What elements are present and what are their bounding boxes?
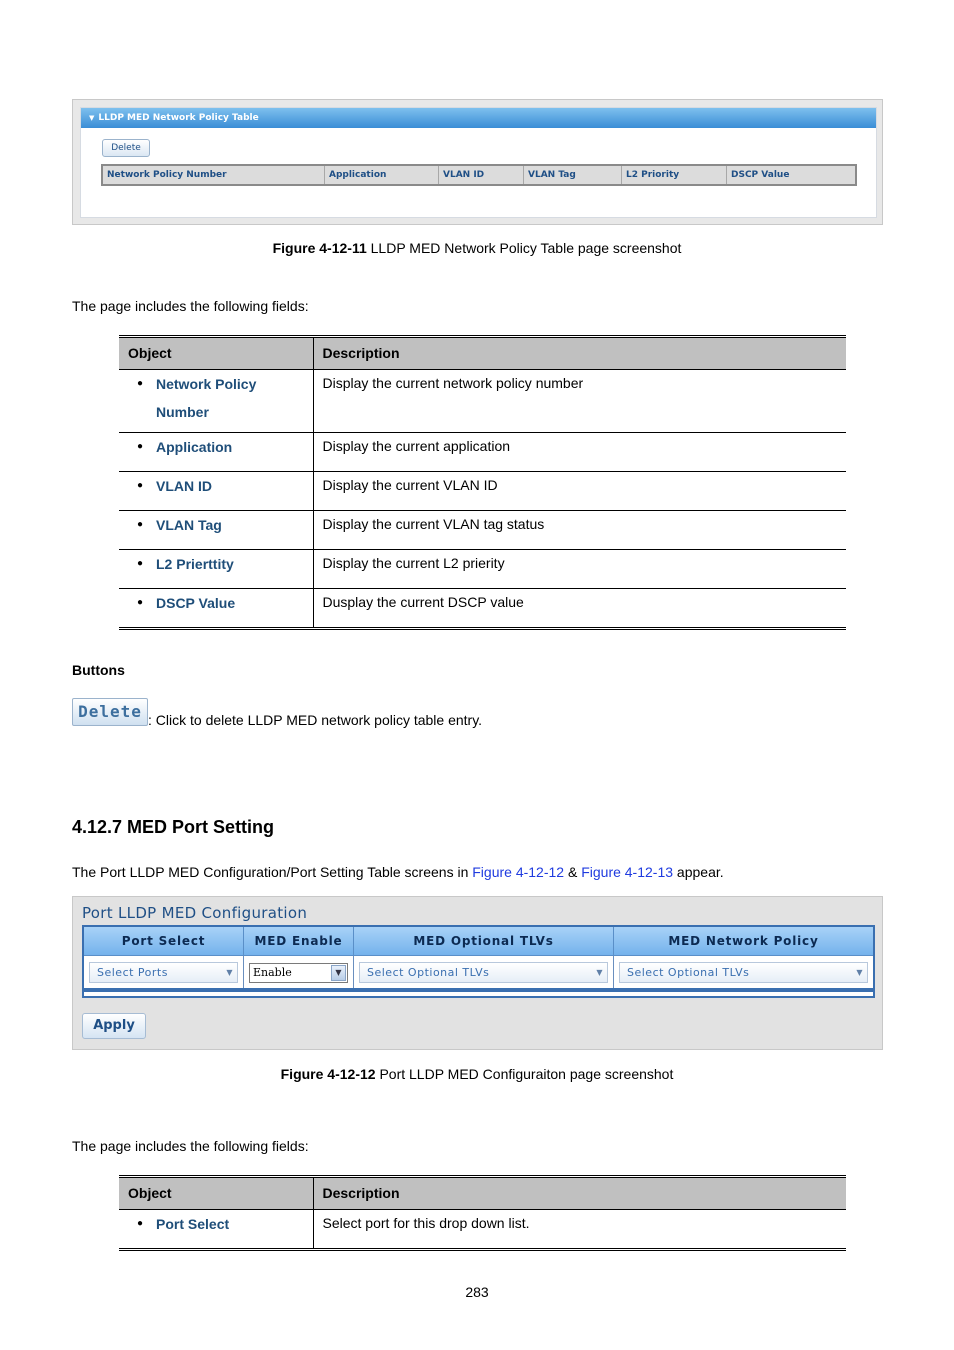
dropdown-arrow-icon: ▼ <box>226 968 233 977</box>
table-row <box>119 510 846 549</box>
object-description: Display the current network policy number <box>313 369 846 432</box>
object-description: Display the current L2 prierity <box>313 549 846 588</box>
bullet-icon: ● <box>137 596 144 608</box>
select-arrow-icon: ▼ <box>331 965 346 981</box>
delete-button-description: : Click to delete LLDP MED network policy table entry. <box>148 712 483 728</box>
table-row <box>119 1209 846 1248</box>
object-name: VLAN ID <box>156 477 212 494</box>
config-table-header <box>84 927 873 956</box>
col-med-network-policy: MED Network Policy <box>668 934 819 948</box>
dropdown-arrow-icon: ▼ <box>856 968 863 977</box>
section-paragraph <box>72 864 724 880</box>
fields-table-2 <box>119 1175 846 1251</box>
figure-link-13[interactable]: Figure 4-12-13 <box>581 864 674 880</box>
col-application: Application <box>325 166 439 184</box>
delete-button[interactable]: Delete <box>102 139 150 157</box>
page-number: 283 <box>465 1284 489 1300</box>
header-object: Object <box>119 1178 313 1209</box>
object-description: Display the current VLAN tag status <box>313 510 846 549</box>
intro-text-1: The page includes the following fields: <box>72 298 309 314</box>
object-name: Port Select <box>156 1215 230 1232</box>
header-object: Object <box>119 338 313 369</box>
dropdown-arrow-icon: ▼ <box>596 968 603 977</box>
panel-header <box>81 108 876 128</box>
config-table <box>82 925 875 998</box>
col-network-policy-number: Network Policy Number <box>103 166 325 184</box>
object-description: Display the current application <box>313 432 846 471</box>
config-table-row <box>84 956 873 992</box>
collapse-triangle-icon[interactable]: ▼ <box>89 114 95 122</box>
table-row <box>119 432 846 471</box>
delete-button-image: Delete <box>72 698 148 726</box>
table-row <box>119 588 846 627</box>
para-text: The Port LLDP MED Configuration/Port Setting Table screens in <box>72 864 473 880</box>
port-select-value: Select Ports <box>97 966 168 979</box>
policy-table-header <box>101 164 857 186</box>
optional-tlvs-dropdown[interactable] <box>359 962 608 983</box>
para-text: & <box>564 864 582 880</box>
bullet-icon: ● <box>137 479 144 491</box>
section-heading: 4.12.7 MED Port Setting <box>72 817 275 837</box>
bullet-icon: ● <box>137 377 144 389</box>
network-policy-table-screenshot <box>72 99 883 225</box>
table-row <box>119 471 846 510</box>
object-description: Select port for this drop down list. <box>322 1214 530 1231</box>
col-l2-priority: L2 Priority <box>622 166 727 184</box>
apply-button[interactable]: Apply <box>82 1013 146 1039</box>
network-policy-panel <box>80 107 877 218</box>
network-policy-dropdown[interactable] <box>619 962 868 983</box>
col-dscp-value: DSCP Value <box>731 170 790 180</box>
network-policy-value: Select Optional TLVs <box>627 966 750 979</box>
object-name-cont: Number <box>156 403 209 420</box>
figure1-caption-label: Figure 4-12-11 <box>272 240 367 256</box>
object-description: Dusplay the current DSCP value <box>322 593 524 610</box>
med-enable-value: Enable <box>253 966 292 979</box>
panel-title: LLDP MED Network Policy Table <box>98 113 259 123</box>
config-title: Port LLDP MED Configuration <box>82 904 308 922</box>
object-name: DSCP Value <box>156 594 236 611</box>
object-description: Display the current VLAN ID <box>313 471 846 510</box>
para-text: appear. <box>673 864 724 880</box>
bullet-icon: ● <box>137 1217 144 1229</box>
object-name: Network Policy <box>156 375 257 392</box>
bullet-icon: ● <box>137 518 144 530</box>
table-row <box>119 549 846 588</box>
figure1-caption <box>0 240 954 256</box>
table-row <box>119 369 846 432</box>
header-description: Description <box>313 338 846 369</box>
object-name: Application <box>156 438 233 455</box>
col-vlan-tag: VLAN Tag <box>524 166 622 184</box>
header-description: Description <box>313 1178 846 1209</box>
optional-tlvs-value: Select Optional TLVs <box>367 966 490 979</box>
object-name: VLAN Tag <box>156 516 222 533</box>
port-lldp-med-config-screenshot <box>72 896 883 1050</box>
figure-link-12[interactable]: Figure 4-12-12 <box>472 864 565 880</box>
col-med-enable: MED Enable <box>244 927 354 955</box>
figure2-caption-label: Figure 4-12-12 <box>280 1066 376 1082</box>
object-name: L2 Prierttity <box>156 555 234 572</box>
figure2-caption-text: Port LLDP MED Configuraiton page screenshot <box>375 1066 674 1082</box>
bullet-icon: ● <box>137 440 144 452</box>
col-vlan-id: VLAN ID <box>439 166 524 184</box>
buttons-heading: Buttons <box>72 662 125 678</box>
bullet-icon: ● <box>137 557 144 569</box>
col-port-select: Port Select <box>84 927 244 955</box>
col-med-optional-tlvs: MED Optional TLVs <box>354 927 614 955</box>
figure1-caption-text: LLDP MED Network Policy Table page screenshot <box>366 240 682 256</box>
figure2-caption <box>0 1066 954 1082</box>
fields-table-1 <box>119 335 846 630</box>
med-enable-select[interactable] <box>249 963 348 983</box>
port-select-dropdown[interactable] <box>89 962 238 983</box>
intro-text-2: The page includes the following fields: <box>72 1138 309 1154</box>
